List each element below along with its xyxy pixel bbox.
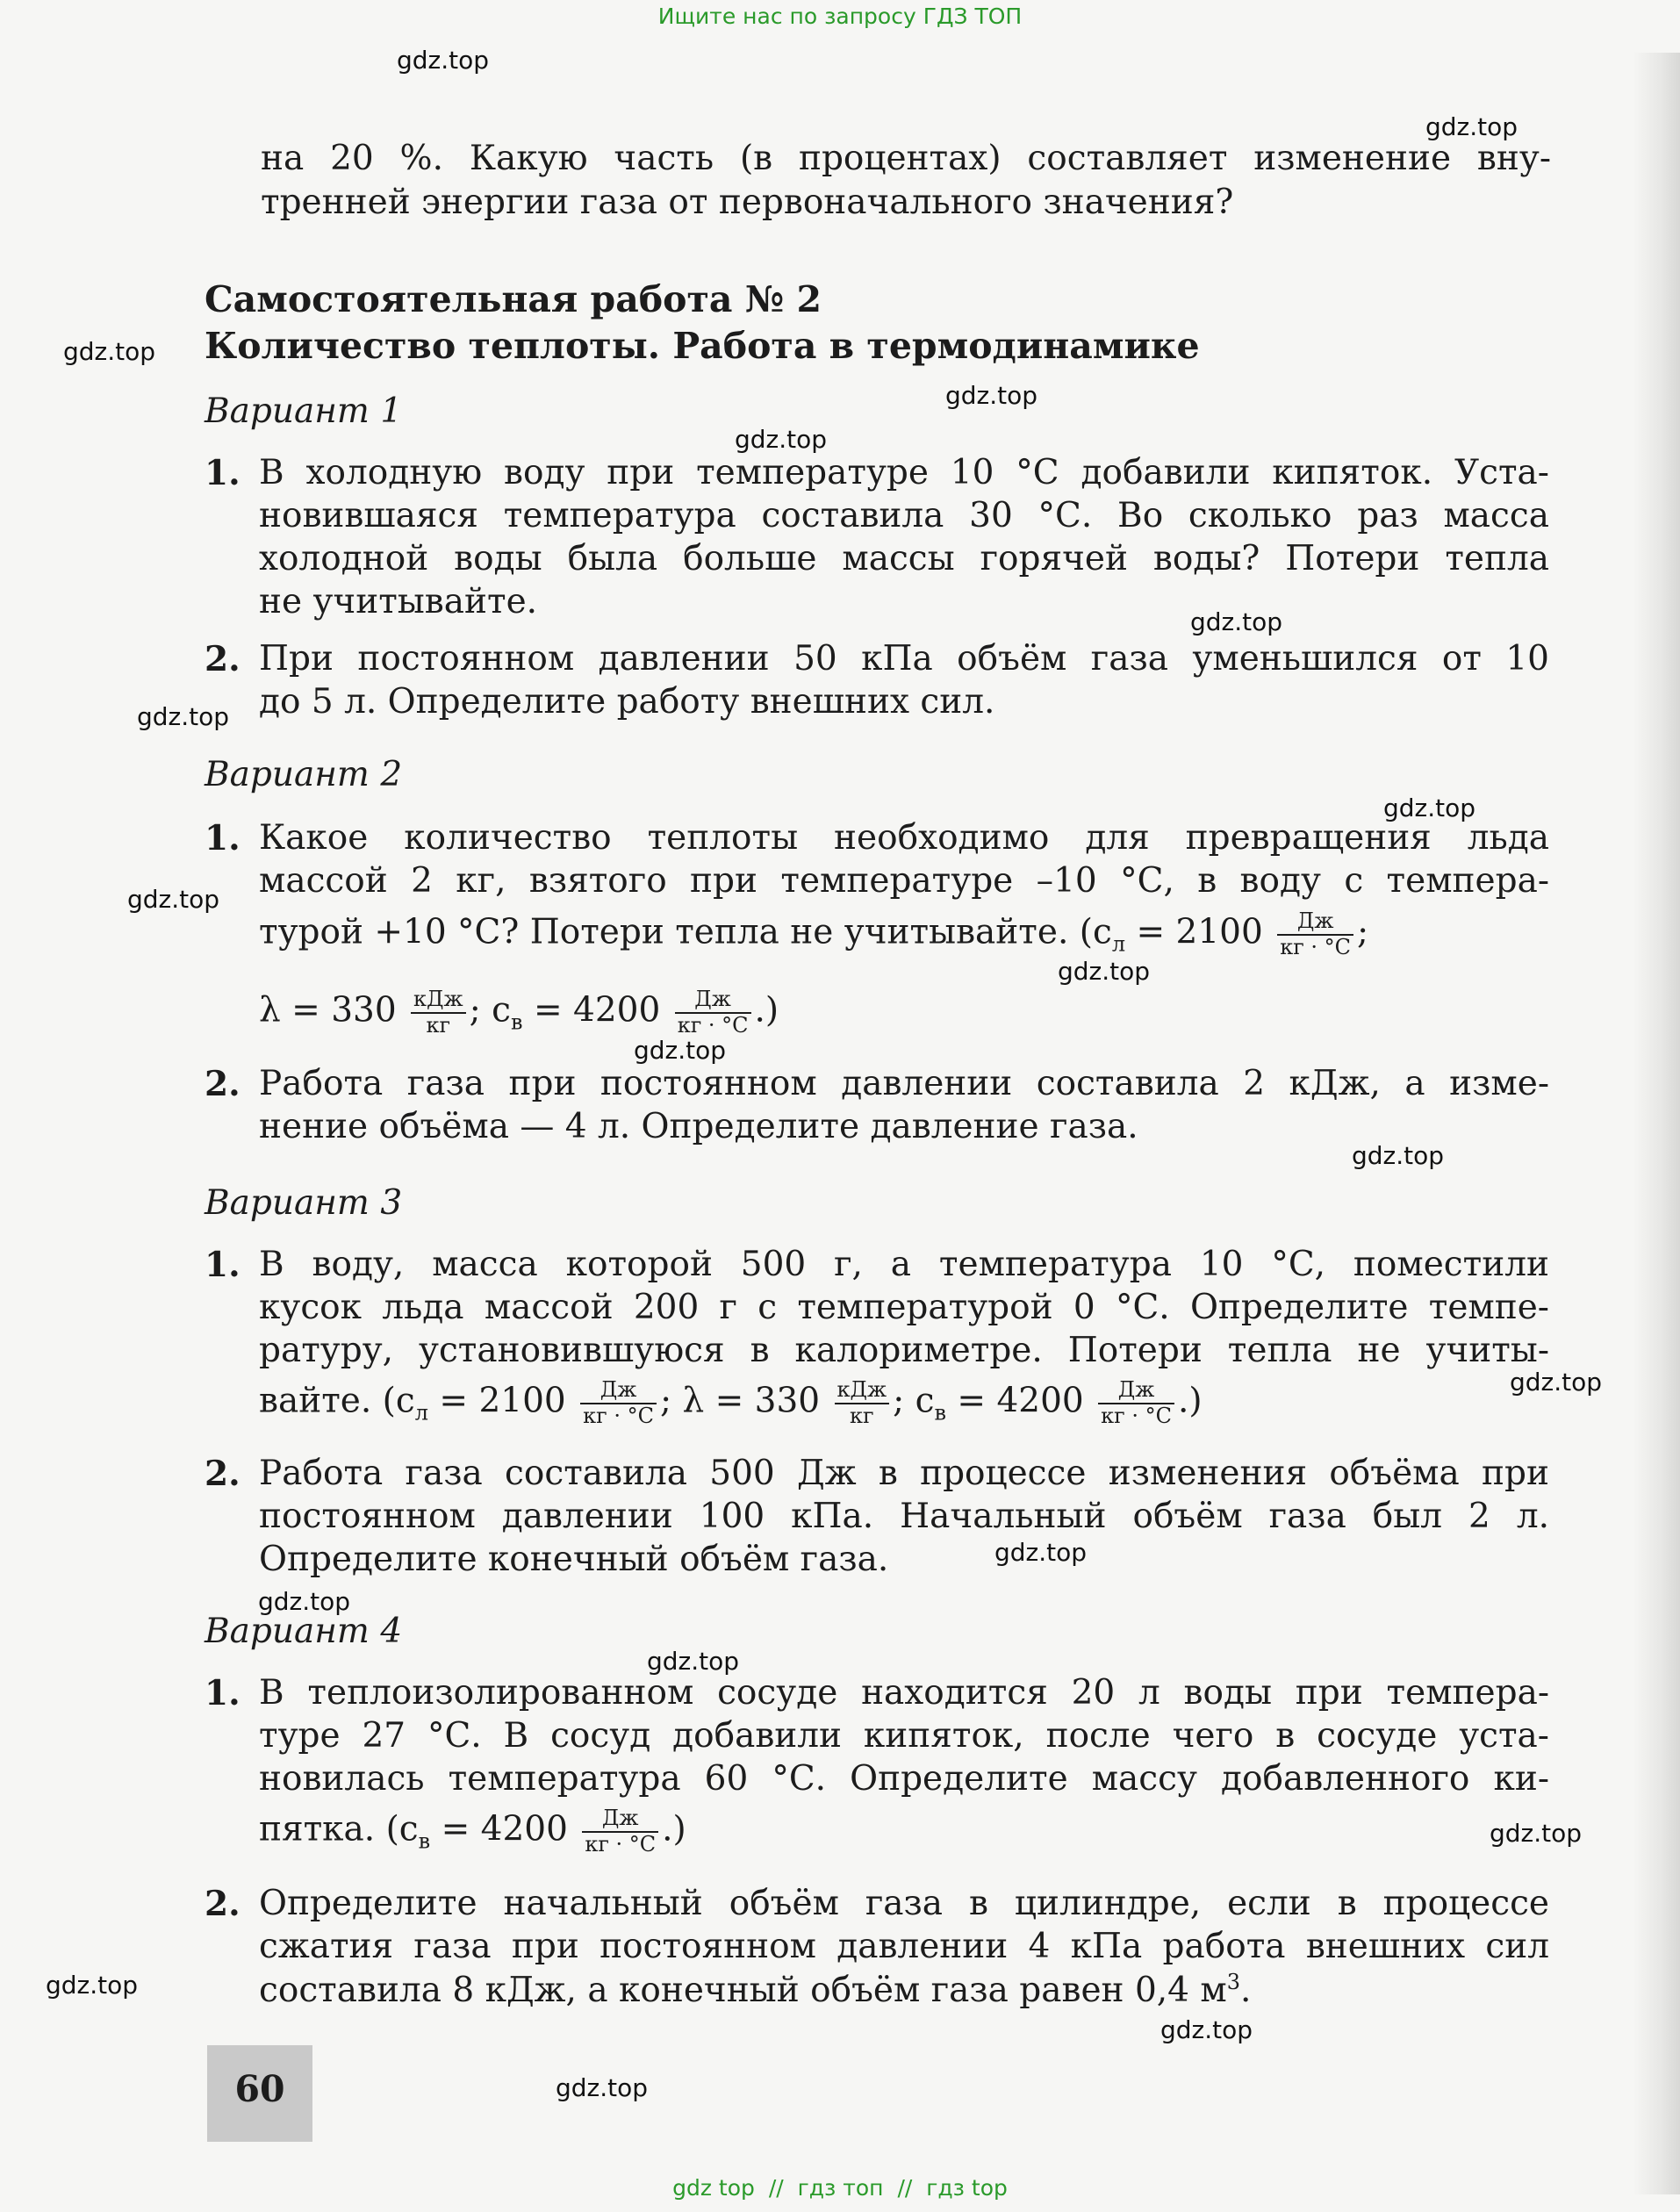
task-text: холодной воды была больше массы горячей воды? Потери тепла — [259, 539, 1549, 578]
formula-text: ; c — [893, 1381, 935, 1421]
page-number: 60 — [207, 2045, 312, 2142]
superscript: 3 — [1226, 1970, 1240, 1994]
subscript: в — [934, 1400, 947, 1426]
task-number: 2. — [205, 1884, 241, 1924]
formula-text: = 2100 — [439, 1381, 566, 1421]
task-text: Какое количество теплоты необходимо для превращения льда — [259, 818, 1549, 858]
formula-text: турой +10 °С? Потери тепла не учитывайте. (c — [259, 912, 1112, 952]
unit-fraction: $\frac{\text{кДж}}{кг}$ — [835, 1378, 890, 1428]
watermark: gdz.top — [1490, 1819, 1583, 1848]
watermark: gdz.top — [1058, 957, 1151, 986]
task-text — [259, 1378, 1203, 1428]
subscript: в — [511, 1009, 523, 1035]
intro-line: на 20 %. Какую часть (в процентах) составляет изменение вну- — [261, 139, 1551, 178]
task-text: новившаяся температура составила 30 °С. Во сколько раз масса — [259, 496, 1549, 535]
task-text — [259, 988, 779, 1038]
task-number: 2. — [205, 1454, 241, 1494]
task-text: ратуру, установившуюся в калориметре. Потери тепла не учиты- — [259, 1331, 1549, 1370]
watermark: gdz.top — [634, 1036, 727, 1065]
task-text — [259, 1970, 1251, 2010]
subscript: л — [1111, 931, 1126, 957]
task-text: При постоянном давлении 50 кПа объём газа уменьшился от 10 — [259, 639, 1549, 679]
footer-links — [0, 2175, 1680, 2201]
formula-text: = 2100 — [1136, 912, 1263, 952]
task-text — [259, 909, 1368, 959]
watermark: gdz.top — [258, 1587, 351, 1616]
formula-text: . — [1239, 1971, 1252, 2010]
watermark: gdz.top — [397, 46, 490, 75]
variant-4-heading: Вариант 4 — [205, 1612, 403, 1651]
watermark: gdz.top — [556, 2073, 649, 2102]
unit-fraction: $\frac{Дж}{кг \cdot ^\circ С}$ — [1277, 909, 1353, 959]
watermark: gdz.top — [945, 381, 1038, 410]
section-title: Самостоятельная работа № 2 — [205, 278, 822, 320]
task-text: постоянном давлении 100 кПа. Начальный объём газа был 2 л. — [259, 1497, 1549, 1536]
task-number: 1. — [205, 1245, 241, 1285]
unit-fraction: $\frac{Дж}{кг \cdot ^\circ С}$ — [582, 1806, 658, 1856]
variant-1-heading: Вариант 1 — [205, 391, 403, 431]
task-number: 1. — [205, 818, 241, 858]
task-number: 2. — [205, 1064, 241, 1104]
footer-link[interactable]: гдз топ — [797, 2175, 884, 2201]
task-text: Определите начальный объём газа в цилиндре, если в процессе — [259, 1884, 1549, 1923]
watermark: gdz.top — [137, 702, 230, 731]
task-text: новилась температура 60 °С. Определите массу добавленного ки- — [259, 1759, 1549, 1799]
footer-separator: // — [768, 2175, 784, 2201]
task-text: Работа газа при постоянном давлении составила 2 кДж, а изме- — [259, 1064, 1549, 1103]
watermark: gdz.top — [127, 885, 220, 914]
task-text: В теплоизолированном сосуде находится 20 л воды при темпера- — [259, 1673, 1549, 1713]
variant-2-heading: Вариант 2 — [205, 755, 403, 794]
task-text: В холодную воду при температуре 10 °С добавили кипяток. Уста- — [259, 453, 1549, 492]
watermark: gdz.top — [735, 425, 828, 454]
task-text — [259, 1806, 686, 1856]
footer-link[interactable]: гдз top — [926, 2175, 1008, 2201]
task-number: 1. — [205, 453, 241, 493]
task-text: В воду, масса которой 500 г, а температура 10 °С, поместили — [259, 1245, 1549, 1284]
task-text: Определите конечный объём газа. — [259, 1540, 889, 1579]
task-number: 1. — [205, 1673, 241, 1713]
footer-separator: // — [897, 2175, 913, 2201]
formula-text: = 4200 — [441, 1809, 568, 1849]
unit-fraction: $\frac{Дж}{кг \cdot ^\circ С}$ — [1098, 1378, 1174, 1428]
task-text: до 5 л. Определите работу внешних сил. — [259, 682, 995, 722]
formula-text: ; c — [469, 990, 512, 1031]
formula-text: .) — [662, 1809, 686, 1849]
intro-line: тренней энергии газа от первоначального значения? — [261, 183, 1234, 222]
watermark: gdz.top — [647, 1647, 740, 1676]
variant-3-heading: Вариант 3 — [205, 1183, 403, 1223]
watermark: gdz.top — [1352, 1141, 1445, 1170]
task-text: кусок льда массой 200 г с температурой 0 °С. Определите темпе- — [259, 1288, 1549, 1327]
watermark: gdz.top — [1160, 2015, 1253, 2044]
watermark: gdz.top — [63, 337, 156, 366]
watermark: gdz.top — [1190, 607, 1283, 636]
task-text: нение объёма — 4 л. Определите давление газа. — [259, 1107, 1138, 1146]
task-text: не учитывайте. — [259, 582, 538, 621]
formula-text: ; λ = 330 — [659, 1381, 821, 1421]
unit-fraction: $\frac{\text{кДж}}{кг}$ — [411, 988, 466, 1038]
watermark: gdz.top — [1383, 794, 1476, 822]
task-number: 2. — [205, 639, 241, 679]
formula-text: λ = 330 — [259, 990, 397, 1031]
task-text: массой 2 кг, взятого при температуре –10 °С, в воду с темпера- — [259, 861, 1549, 901]
formula-text: составила 8 кДж, а конечный объём газа равен 0,4 м — [259, 1971, 1227, 2010]
top-banner[interactable]: Ищите нас по запросу ГДЗ ТОП — [657, 4, 1023, 29]
task-text: сжатия газа при постоянном давлении 4 кПа работа внешних сил — [259, 1927, 1549, 1966]
watermark: gdz.top — [46, 1971, 139, 2000]
task-text: Работа газа составила 500 Дж в процессе изменения объёма при — [259, 1454, 1549, 1493]
subscript: в — [418, 1828, 431, 1854]
formula-text: .) — [754, 990, 779, 1031]
section-subtitle: Количество теплоты. Работа в термодинамике — [205, 325, 1200, 367]
formula-text: = 4200 — [957, 1381, 1084, 1421]
formula-text: пятка. (c — [259, 1809, 419, 1849]
formula-text: = 4200 — [533, 990, 661, 1031]
formula-text: ; — [1357, 912, 1369, 952]
unit-fraction: $\frac{Дж}{кг \cdot ^\circ С}$ — [580, 1378, 657, 1428]
watermark: gdz.top — [1510, 1368, 1603, 1397]
unit-fraction: $\frac{Дж}{кг \cdot ^\circ С}$ — [675, 988, 751, 1038]
footer-link[interactable]: gdz top — [672, 2175, 755, 2201]
task-text: туре 27 °С. В сосуд добавили кипяток, после чего в сосуде уста- — [259, 1716, 1549, 1756]
formula-text: вайте. (c — [259, 1381, 415, 1421]
subscript: л — [414, 1400, 428, 1426]
page-edge-shadow — [1633, 53, 1680, 2194]
watermark: gdz.top — [994, 1538, 1088, 1567]
watermark: gdz.top — [1425, 112, 1518, 141]
formula-text: .) — [1177, 1381, 1203, 1421]
